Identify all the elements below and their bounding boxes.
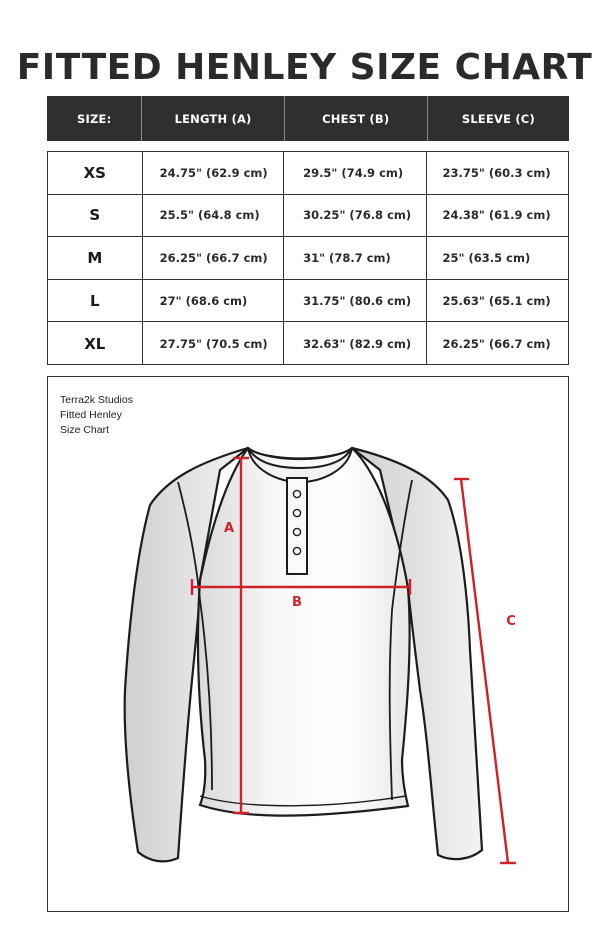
header-chest: CHEST (B) <box>285 96 428 141</box>
marker-b: B <box>292 595 302 610</box>
sleeve-cell: 23.75" (60.3 cm) <box>442 165 551 180</box>
caption-line: Size Chart <box>60 424 110 436</box>
length-cell: 25.5" (64.8 cm) <box>159 208 260 223</box>
sleeve-cell: 25.63" (65.1 cm) <box>442 293 551 308</box>
length-cell: 26.25" (66.7 cm) <box>159 250 268 265</box>
sleeve-cell: 26.25" (66.7 cm) <box>442 336 551 351</box>
caption-line: Fitted Henley <box>60 409 122 421</box>
chest-cell: 32.63" (82.9 cm) <box>303 336 412 351</box>
length-cell: 27.75" (70.5 cm) <box>159 336 268 351</box>
length-cell: 27" (68.6 cm) <box>159 293 248 308</box>
marker-c: C <box>506 614 516 629</box>
header-size: SIZE: <box>47 96 142 141</box>
page-title: FITTED HENLEY SIZE CHART <box>16 47 593 88</box>
length-cell: 24.75" (62.9 cm) <box>159 165 268 180</box>
button-icon <box>293 528 300 535</box>
size-cell: XS <box>48 152 143 194</box>
caption-line: Terra2k Studios <box>60 394 133 406</box>
header-sleeve: SLEEVE (C) <box>461 111 535 126</box>
sleeve-cell: 25" (63.5 cm) <box>442 250 531 265</box>
size-cell: S <box>48 195 143 237</box>
header-length: LENGTH (A) <box>142 96 284 141</box>
size-cell: L <box>48 280 143 322</box>
chest-cell: 31.75" (80.6 cm) <box>303 293 412 308</box>
chest-cell: 29.5" (74.9 cm) <box>303 165 404 180</box>
button-icon <box>293 490 300 497</box>
chest-cell: 31" (78.7 cm) <box>303 250 391 265</box>
size-cell: XL <box>48 322 143 365</box>
button-icon <box>293 547 300 554</box>
sleeve-cell: 24.38" (61.9 cm) <box>442 208 551 223</box>
marker-a: A <box>223 521 235 536</box>
button-icon <box>293 509 300 516</box>
chest-cell: 30.25" (76.8 cm) <box>303 208 412 223</box>
size-cell: M <box>48 237 143 279</box>
